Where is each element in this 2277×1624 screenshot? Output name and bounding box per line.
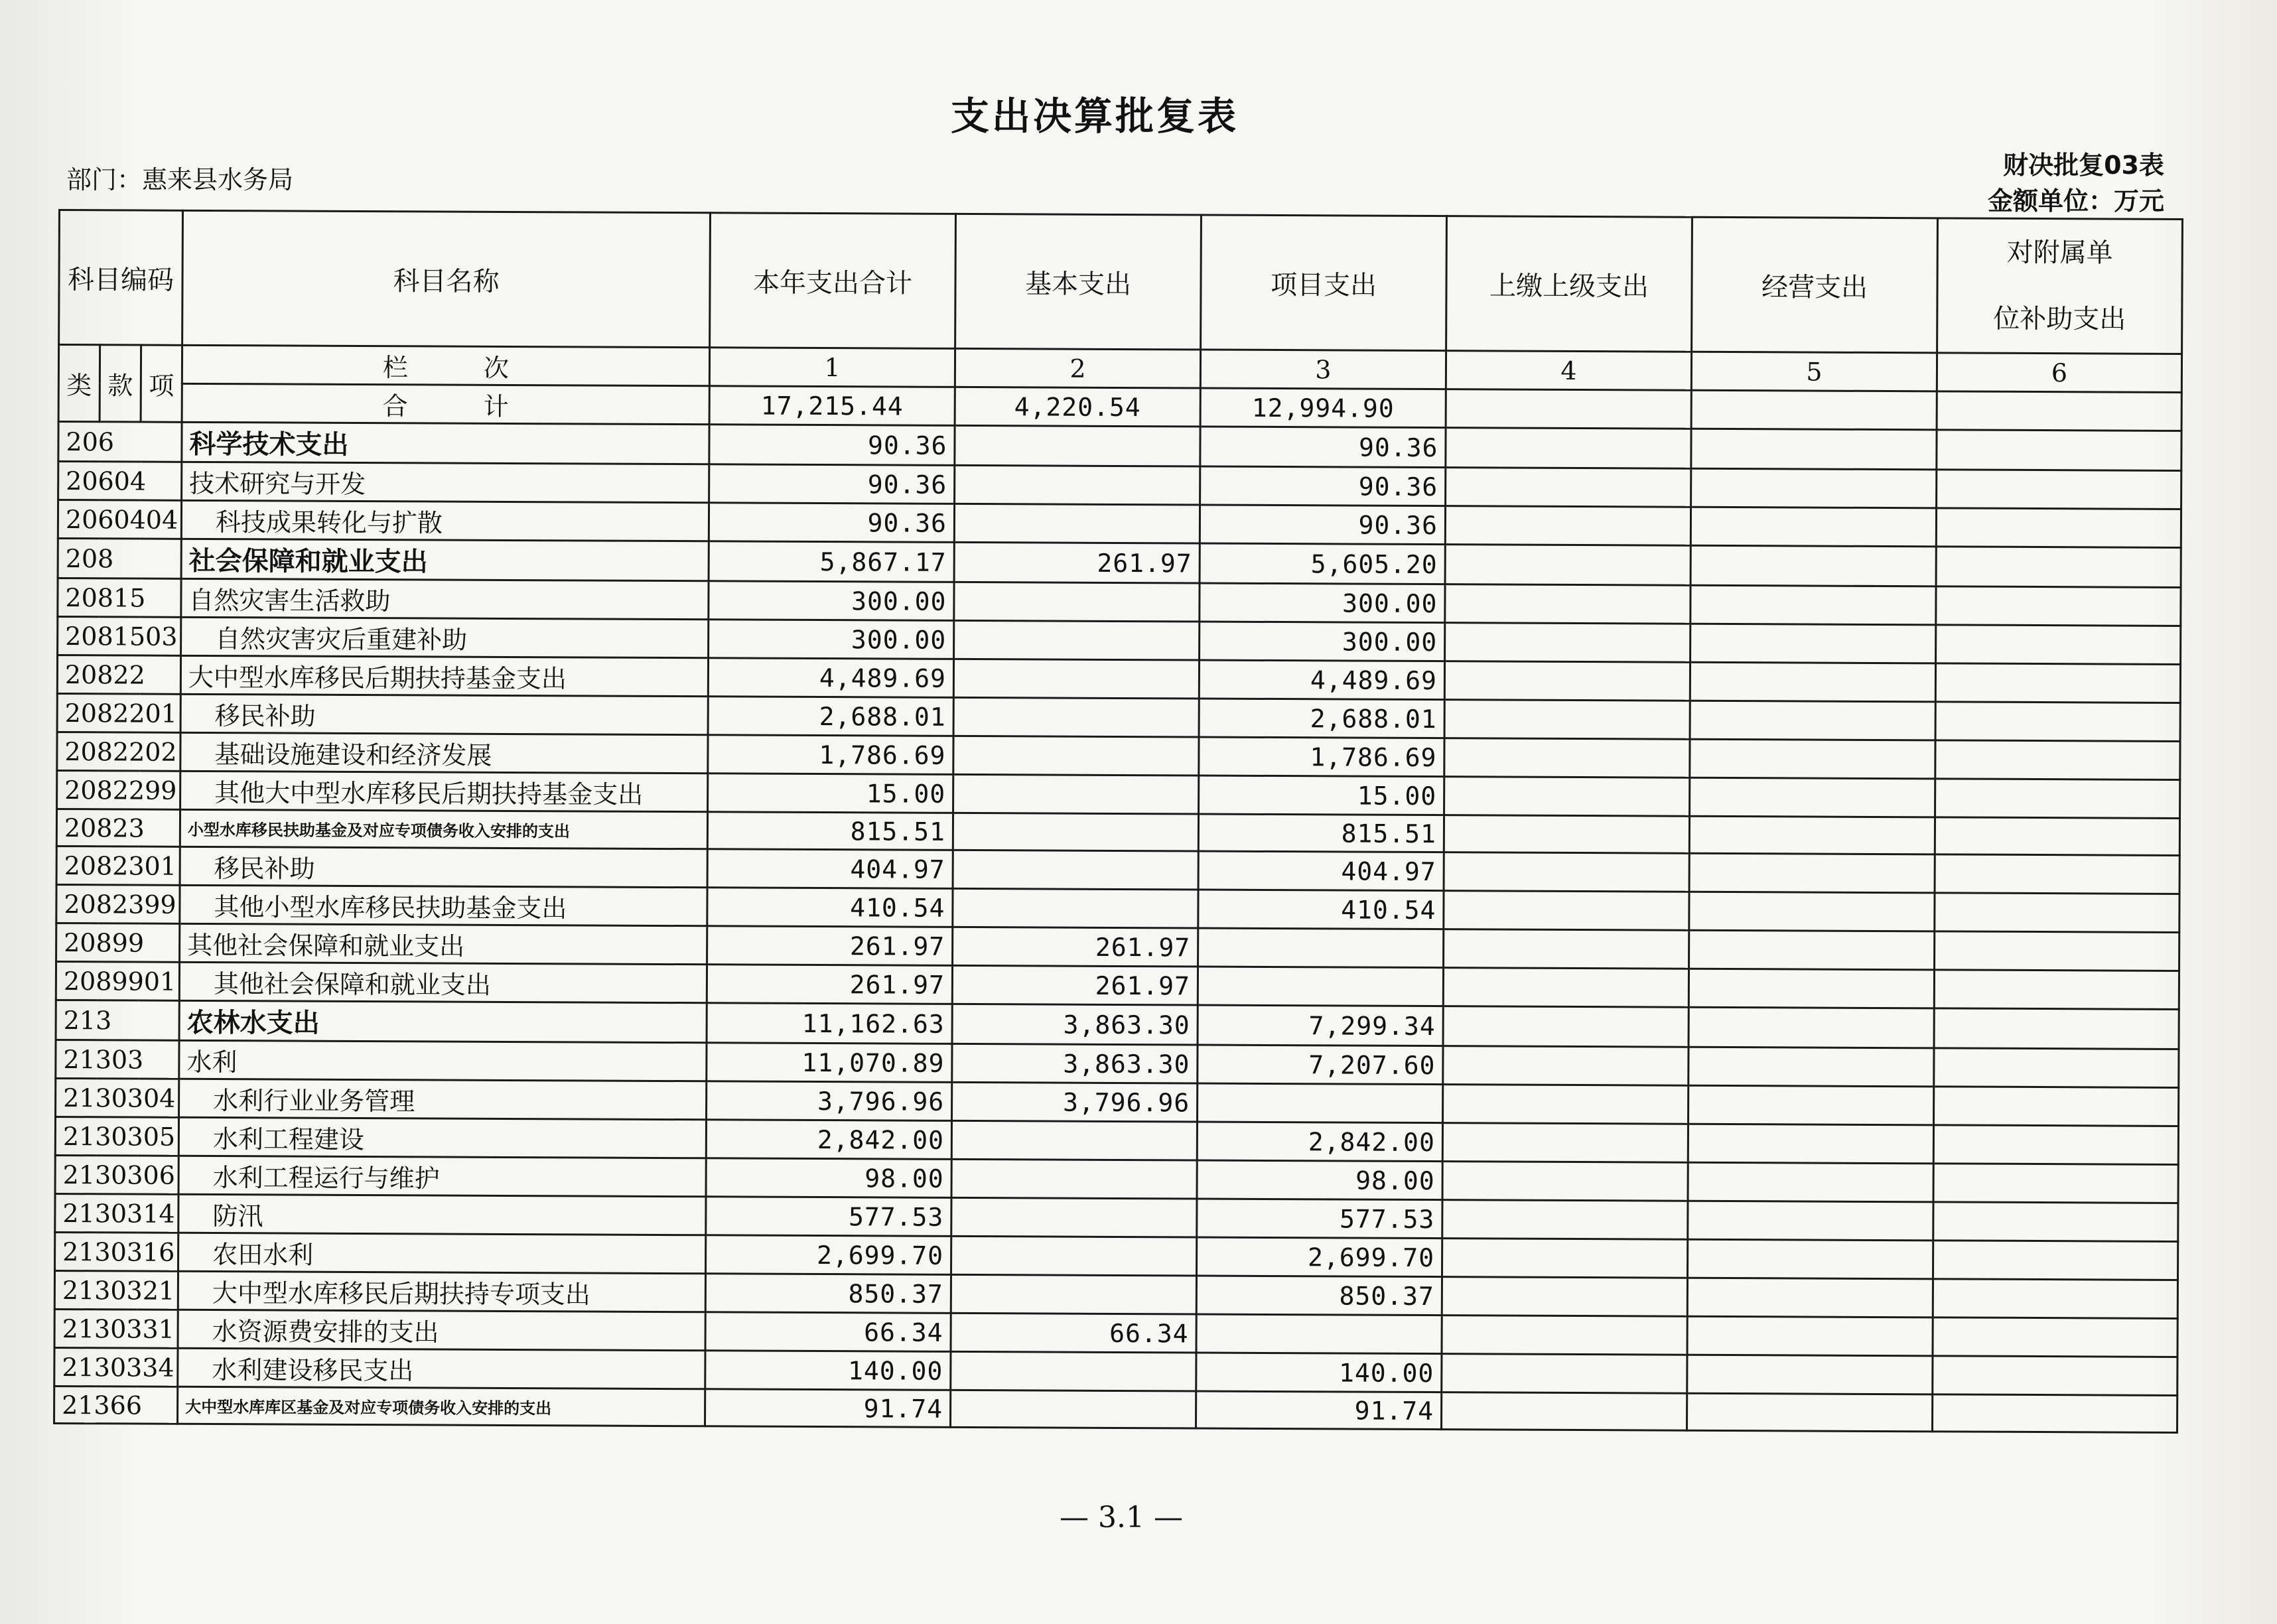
header-total: 本年支出合计	[710, 213, 956, 349]
row-basic	[953, 888, 1198, 928]
row-total: 850.37	[705, 1274, 951, 1314]
row-project	[1198, 928, 1444, 968]
row-name: 农田水利	[178, 1233, 706, 1273]
total-sum: 17,215.44	[709, 386, 955, 426]
row-code: 21366	[54, 1386, 178, 1424]
row-total: 1,786.69	[708, 735, 953, 775]
row-name: 小型水库移民扶助基金及对应专项债务收入安排的支出	[180, 809, 707, 848]
header-business: 经营支出	[1692, 217, 1938, 353]
row-total: 2,688.01	[708, 697, 953, 736]
row-total: 90.36	[709, 425, 955, 466]
row-project: 5,605.20	[1200, 543, 1445, 584]
row-basic	[953, 697, 1199, 737]
row-basic	[953, 850, 1198, 890]
row-project: 2,688.01	[1199, 699, 1444, 738]
row-project: 577.53	[1197, 1199, 1442, 1239]
row-code: 2082299	[57, 770, 180, 809]
row-subsidy	[1937, 430, 2181, 471]
row-code: 20823	[56, 809, 180, 846]
row-basic	[951, 1120, 1197, 1160]
row-name: 其他社会保障和就业支出	[180, 923, 707, 964]
row-upper	[1445, 623, 1690, 663]
row-upper	[1443, 1085, 1689, 1124]
row-upper	[1444, 661, 1690, 701]
row-total: 5,867.17	[709, 541, 954, 582]
row-upper	[1441, 1392, 1687, 1431]
row-code: 21303	[56, 1040, 179, 1079]
header-subsidy-line2: 位补助支出	[1993, 303, 2126, 335]
row-business	[1689, 853, 1935, 893]
row-subsidy	[1936, 508, 2181, 548]
total-project: 12,994.90	[1200, 388, 1446, 428]
row-basic	[951, 1274, 1196, 1314]
row-name: 水利工程运行与维护	[178, 1156, 706, 1196]
row-subsidy	[1933, 1241, 2177, 1280]
row-business	[1689, 930, 1935, 970]
row-code: 20604	[58, 462, 182, 501]
row-business	[1689, 1085, 1934, 1125]
row-total: 815.51	[707, 812, 953, 850]
row-basic: 3,863.30	[952, 1044, 1198, 1083]
row-project: 15.00	[1199, 776, 1444, 815]
row-total: 91.74	[705, 1389, 951, 1428]
row-total: 11,162.63	[707, 1003, 952, 1044]
row-subsidy	[1935, 854, 2179, 894]
row-upper	[1445, 584, 1690, 624]
row-business	[1690, 662, 1935, 702]
row-total: 66.34	[705, 1312, 951, 1352]
row-code: 20815	[58, 578, 181, 618]
row-code: 2089901	[56, 961, 179, 1000]
row-total: 261.97	[707, 926, 953, 966]
page-number: — 3.1 —	[1060, 1501, 1183, 1534]
row-project: 90.36	[1200, 466, 1446, 506]
row-project: 850.37	[1196, 1276, 1442, 1316]
row-subsidy	[1934, 1008, 2179, 1049]
row-business	[1689, 1047, 1934, 1087]
row-business	[1688, 1124, 1933, 1164]
row-upper	[1442, 1123, 1688, 1163]
row-upper	[1443, 1006, 1689, 1048]
row-business	[1690, 585, 1936, 625]
row-total: 410.54	[707, 888, 953, 927]
header-basic: 基本支出	[955, 214, 1202, 350]
row-upper	[1442, 1200, 1688, 1240]
row-project: 2,699.70	[1197, 1237, 1442, 1277]
row-project: 90.36	[1200, 427, 1446, 468]
row-subsidy	[1933, 1202, 2178, 1242]
row-project	[1198, 967, 1443, 1006]
row-code: 2130306	[55, 1155, 178, 1194]
row-name: 防汛	[178, 1194, 706, 1235]
col-num-6: 6	[1937, 353, 2181, 393]
row-business	[1689, 816, 1935, 854]
row-name: 大中型水库移民后期扶持专项支出	[178, 1271, 705, 1312]
department-label: 部门：惠来县水务局	[66, 165, 294, 194]
row-upper	[1444, 738, 1690, 778]
total-basic: 4,220.54	[955, 387, 1200, 427]
row-code: 2082399	[56, 884, 180, 923]
row-code: 213	[56, 1000, 179, 1040]
row-upper	[1445, 506, 1690, 546]
row-basic: 66.34	[951, 1313, 1196, 1353]
row-subsidy	[1933, 1164, 2178, 1203]
row-business	[1688, 1162, 1933, 1202]
row-basic	[951, 1159, 1197, 1199]
row-project: 2,842.00	[1197, 1122, 1442, 1162]
row-total: 4,489.69	[708, 658, 953, 698]
row-upper	[1445, 545, 1690, 586]
header-upper: 上缴上级支出	[1446, 216, 1692, 352]
row-subsidy	[1934, 1087, 2179, 1126]
row-subsidy	[1936, 586, 2181, 626]
row-total: 2,842.00	[706, 1120, 951, 1160]
row-basic	[953, 659, 1199, 699]
row-subsidy	[1935, 702, 2180, 742]
row-basic	[953, 736, 1199, 776]
row-business	[1690, 624, 1936, 663]
row-upper	[1442, 1354, 1687, 1394]
row-name: 大中型水库库区基金及对应专项债务收入安排的支出	[178, 1387, 705, 1426]
row-upper	[1444, 815, 1689, 854]
row-total: 140.00	[705, 1351, 951, 1390]
header-kuan: 款	[100, 345, 141, 422]
row-project: 1,786.69	[1199, 737, 1444, 777]
row-basic	[955, 425, 1200, 466]
row-upper	[1444, 777, 1690, 817]
col-num-2: 2	[955, 348, 1200, 388]
row-subsidy	[1935, 779, 2180, 819]
row-project: 91.74	[1196, 1391, 1441, 1430]
row-code: 206	[58, 422, 182, 462]
row-business	[1687, 1393, 1932, 1432]
row-business	[1690, 701, 1935, 740]
total-subsidy	[1937, 391, 2181, 431]
row-project: 140.00	[1196, 1353, 1442, 1392]
row-name: 社会保障和就业支出	[181, 539, 709, 580]
row-subsidy	[1932, 1394, 2177, 1433]
total-business	[1691, 390, 1937, 430]
row-project: 300.00	[1200, 583, 1445, 623]
row-code: 2130305	[55, 1116, 178, 1156]
row-code: 2130314	[55, 1193, 178, 1233]
header-project: 项目支出	[1201, 215, 1447, 351]
row-code: 2130331	[54, 1309, 178, 1348]
row-project: 300.00	[1200, 622, 1445, 661]
col-num-4: 4	[1446, 351, 1691, 391]
row-business	[1687, 1355, 1933, 1394]
row-upper	[1444, 891, 1689, 931]
row-name: 水利工程建设	[178, 1117, 706, 1158]
row-business	[1690, 507, 1936, 547]
row-business	[1690, 545, 1936, 586]
row-upper	[1444, 852, 1689, 892]
row-code: 2082202	[57, 732, 180, 771]
row-upper	[1444, 700, 1690, 740]
row-name: 水资源费安排的支出	[178, 1310, 705, 1350]
total-label: 合 计	[182, 383, 709, 424]
row-total: 90.36	[709, 503, 954, 543]
total-upper	[1446, 389, 1691, 429]
row-business	[1691, 468, 1937, 508]
header-subsidy	[1937, 218, 2183, 354]
header-code: 科目编码	[59, 210, 183, 346]
row-basic	[951, 1197, 1197, 1237]
row-name: 科学技术支出	[182, 422, 709, 464]
header-row	[59, 210, 2183, 354]
row-business	[1688, 1201, 1933, 1241]
header-subsidy-line1: 对附属单	[2006, 237, 2113, 269]
row-code: 208	[58, 539, 181, 579]
row-subsidy	[1933, 1356, 2177, 1396]
row-code: 2130304	[56, 1078, 179, 1117]
row-name: 其他大中型水库移民后期扶持基金支出	[180, 771, 708, 811]
row-basic	[954, 620, 1200, 660]
row-business	[1690, 739, 1935, 779]
row-subsidy	[1936, 547, 2181, 588]
row-project	[1196, 1314, 1442, 1354]
row-business	[1687, 1316, 1933, 1356]
row-business	[1690, 778, 1935, 817]
row-name: 移民补助	[180, 694, 708, 734]
row-total: 15.00	[708, 774, 953, 813]
row-subsidy	[1934, 970, 2179, 1010]
row-total: 404.97	[707, 849, 953, 889]
row-name: 基础设施建设和经济发展	[180, 732, 708, 773]
row-name: 水利	[179, 1040, 707, 1081]
row-basic	[951, 1390, 1196, 1428]
row-code: 2130321	[54, 1270, 178, 1310]
row-project: 4,489.69	[1199, 660, 1444, 700]
row-name: 技术研究与开发	[182, 462, 709, 502]
row-basic: 261.97	[952, 965, 1198, 1005]
row-basic	[953, 813, 1198, 851]
row-name: 水利建设移民支出	[178, 1348, 705, 1388]
page-title: 支出决算批复表	[950, 94, 1239, 139]
header-lei: 类	[58, 345, 100, 422]
row-business	[1687, 1239, 1933, 1279]
row-total: 2,699.70	[706, 1235, 951, 1275]
header-lanci: 栏 次	[182, 345, 709, 385]
row-name: 其他小型水库移民扶助基金支出	[180, 885, 707, 925]
row-name: 科技成果转化与扩散	[181, 500, 709, 541]
col-num-1: 1	[709, 348, 955, 387]
row-code: 2081503	[58, 617, 181, 656]
row-business	[1691, 429, 1937, 470]
row-upper	[1443, 968, 1689, 1008]
header-xiang: 项	[141, 345, 182, 422]
row-subsidy	[1935, 817, 2179, 856]
row-basic: 3,863.30	[952, 1004, 1198, 1045]
row-basic	[954, 504, 1200, 543]
row-basic	[954, 582, 1200, 622]
row-name: 自然灾害灾后重建补助	[181, 617, 709, 657]
row-project: 98.00	[1197, 1160, 1442, 1200]
row-subsidy	[1933, 1279, 2177, 1319]
row-project: 404.97	[1198, 851, 1444, 891]
row-basic	[951, 1351, 1196, 1391]
row-total: 11,070.89	[707, 1043, 952, 1083]
row-total: 577.53	[706, 1197, 951, 1237]
row-basic	[953, 774, 1199, 814]
row-subsidy	[1937, 470, 2181, 509]
expenditure-table	[53, 209, 2183, 1434]
row-upper	[1442, 1162, 1688, 1201]
row-upper	[1444, 929, 1689, 969]
row-basic	[955, 465, 1200, 505]
row-code: 2082301	[56, 846, 180, 885]
row-project: 7,299.34	[1198, 1005, 1443, 1046]
row-total: 3,796.96	[707, 1081, 952, 1121]
row-name: 农林水支出	[179, 1000, 707, 1042]
row-basic: 261.97	[954, 542, 1200, 583]
row-code: 2060404	[58, 500, 181, 539]
row-code: 20899	[56, 923, 180, 962]
row-upper	[1443, 1046, 1689, 1086]
row-name: 移民补助	[180, 846, 707, 887]
row-subsidy	[1935, 893, 2179, 933]
row-total: 261.97	[707, 965, 952, 1004]
col-num-5: 5	[1691, 352, 1937, 391]
amount-unit: 金额单位：万元	[1987, 186, 2164, 216]
row-total: 90.36	[709, 464, 955, 504]
row-business	[1689, 969, 1934, 1008]
row-business	[1687, 1278, 1933, 1318]
row-subsidy	[1935, 663, 2180, 703]
row-total: 98.00	[706, 1158, 951, 1198]
row-name: 其他社会保障和就业支出	[179, 962, 707, 1002]
row-upper	[1442, 1277, 1687, 1317]
row-project	[1198, 1083, 1443, 1123]
row-code: 20822	[57, 655, 180, 695]
row-total: 300.00	[709, 581, 954, 621]
row-upper	[1446, 428, 1691, 469]
row-subsidy	[1936, 625, 2181, 665]
row-business	[1689, 1007, 1934, 1048]
row-name: 水利行业业务管理	[179, 1079, 707, 1119]
row-code: 2130334	[54, 1347, 178, 1387]
header-name: 科目名称	[182, 210, 711, 347]
row-subsidy	[1934, 1048, 2179, 1088]
row-project: 90.36	[1200, 505, 1445, 545]
row-project: 410.54	[1198, 890, 1444, 929]
row-code: 2082201	[57, 693, 180, 732]
row-basic: 261.97	[953, 927, 1198, 967]
row-project: 815.51	[1198, 814, 1444, 852]
row-upper	[1442, 1239, 1687, 1278]
row-basic	[951, 1236, 1197, 1276]
row-subsidy	[1935, 740, 2180, 780]
row-subsidy	[1935, 931, 2179, 971]
row-name: 自然灾害生活救助	[181, 578, 709, 619]
col-num-3: 3	[1200, 350, 1446, 389]
row-subsidy	[1933, 1125, 2178, 1165]
row-subsidy	[1933, 1318, 2177, 1357]
row-code: 2130316	[55, 1232, 178, 1271]
row-upper	[1442, 1316, 1687, 1355]
form-number: 财决批复03表	[2003, 151, 2164, 180]
row-total: 300.00	[709, 620, 954, 659]
row-basic: 3,796.96	[952, 1082, 1198, 1122]
row-business	[1689, 892, 1935, 931]
row-upper	[1446, 468, 1691, 508]
row-project: 7,207.60	[1198, 1045, 1443, 1085]
row-name: 大中型水库移民后期扶持基金支出	[180, 655, 708, 696]
